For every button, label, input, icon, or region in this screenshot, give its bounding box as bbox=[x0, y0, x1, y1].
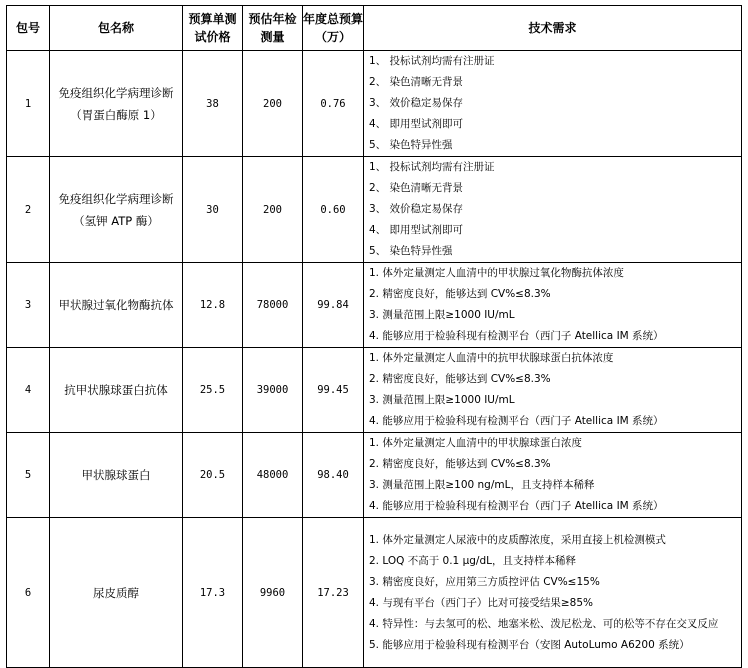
requirement-item: 2、 染色清晰无背景 bbox=[369, 182, 464, 194]
cell-pkg-no: 5 bbox=[7, 433, 50, 518]
cell-pkg-no: 2 bbox=[7, 157, 50, 263]
requirement-item: 1. 体外定量测定人血清中的甲状腺球蛋白浓度 bbox=[369, 437, 582, 449]
cell-unit-price: 38 bbox=[183, 51, 243, 157]
cell-annual-budget: 0.76 bbox=[303, 51, 364, 157]
table-row bbox=[7, 348, 742, 433]
requirement-item: 1、 投标试剂均需有注册证 bbox=[369, 161, 495, 173]
cell-pkg-no: 6 bbox=[7, 518, 50, 668]
requirement-item: 2、 染色清晰无背景 bbox=[369, 76, 464, 88]
procurement-table bbox=[6, 5, 742, 668]
cell-pkg-name: 甲状腺过氧化物酶抗体 bbox=[50, 263, 183, 348]
cell-est-volume: 48000 bbox=[243, 433, 303, 518]
cell-annual-budget: 0.60 bbox=[303, 157, 364, 263]
table-body bbox=[7, 51, 742, 668]
requirement-item: 4、 即用型试剂即可 bbox=[369, 118, 464, 130]
header-est-volume: 预估年检测量 bbox=[243, 6, 303, 51]
cell-pkg-no: 3 bbox=[7, 263, 50, 348]
requirement-item: 2. 精密度良好，能够达到 CV%≤8.3% bbox=[369, 288, 551, 300]
requirement-item: 5、 染色特异性强 bbox=[369, 139, 453, 151]
requirement-item: 4. 能够应用于检验科现有检测平台（西门子 Atellica IM 系统） bbox=[369, 415, 664, 427]
header-unit-price: 预算单测试价格 bbox=[183, 6, 243, 51]
cell-unit-price: 17.3 bbox=[183, 518, 243, 668]
cell-est-volume: 9960 bbox=[243, 518, 303, 668]
table-row bbox=[7, 433, 742, 518]
requirement-item: 3. 测量范围上限≥1000 IU/mL bbox=[369, 309, 515, 321]
cell-tech-req bbox=[364, 518, 742, 668]
cell-pkg-name: 甲状腺球蛋白 bbox=[50, 433, 183, 518]
table-row bbox=[7, 263, 742, 348]
table-row bbox=[7, 51, 742, 157]
requirement-item: 4. 与现有平台（西门子）比对可接受结果≥85% bbox=[369, 596, 593, 609]
requirement-item: 1. 体外定量测定人血清中的甲状腺过氧化物酶抗体浓度 bbox=[369, 267, 624, 279]
requirement-item: 3. 精密度良好，应用第三方质控评估 CV%≤15% bbox=[369, 575, 600, 588]
requirement-item: 3. 测量范围上限≥100 ng/mL，且支持样本稀释 bbox=[369, 479, 595, 491]
requirement-item: 3. 测量范围上限≥1000 IU/mL bbox=[369, 394, 515, 406]
cell-pkg-name: 免疫组织化学病理诊断（胃蛋白酶原 1） bbox=[50, 51, 183, 157]
cell-unit-price: 20.5 bbox=[183, 433, 243, 518]
cell-pkg-name: 尿皮质醇 bbox=[50, 518, 183, 668]
cell-tech-req bbox=[364, 348, 742, 433]
cell-tech-req bbox=[364, 157, 742, 263]
header-pkg-name: 包名称 bbox=[50, 6, 183, 51]
requirement-item: 2. 精密度良好，能够达到 CV%≤8.3% bbox=[369, 458, 551, 470]
requirement-item: 2. 精密度良好，能够达到 CV%≤8.3% bbox=[369, 373, 551, 385]
cell-tech-req bbox=[364, 433, 742, 518]
requirement-item: 1. 体外定量测定人尿液中的皮质醇浓度，采用直接上机检测模式 bbox=[369, 533, 666, 546]
header-row bbox=[7, 6, 742, 51]
requirement-item: 3、 效价稳定易保存 bbox=[369, 97, 464, 109]
header-pkg-no: 包号 bbox=[7, 6, 50, 51]
cell-tech-req bbox=[364, 51, 742, 157]
requirement-item: 1. 体外定量测定人血清中的抗甲状腺球蛋白抗体浓度 bbox=[369, 352, 614, 364]
requirement-item: 5、 染色特异性强 bbox=[369, 245, 453, 257]
cell-annual-budget: 99.84 bbox=[303, 263, 364, 348]
cell-unit-price: 25.5 bbox=[183, 348, 243, 433]
cell-unit-price: 12.8 bbox=[183, 263, 243, 348]
requirement-item: 3、 效价稳定易保存 bbox=[369, 203, 464, 215]
cell-annual-budget: 99.45 bbox=[303, 348, 364, 433]
cell-annual-budget: 98.40 bbox=[303, 433, 364, 518]
cell-est-volume: 200 bbox=[243, 51, 303, 157]
requirement-item: 4. 特异性：与去氢可的松、地塞米松、泼尼松龙、可的松等不存在交叉反应 bbox=[369, 617, 719, 630]
requirement-item: 1、 投标试剂均需有注册证 bbox=[369, 55, 495, 67]
cell-est-volume: 78000 bbox=[243, 263, 303, 348]
requirement-item: 5. 能够应用于检验科现有检测平台（安图 AutoLumo A6200 系统） bbox=[369, 638, 690, 651]
header-annual-budget: 年度总预算（万） bbox=[303, 6, 364, 51]
cell-tech-req bbox=[364, 263, 742, 348]
cell-annual-budget: 17.23 bbox=[303, 518, 364, 668]
cell-unit-price: 30 bbox=[183, 157, 243, 263]
table-row bbox=[7, 518, 742, 668]
cell-pkg-name: 抗甲状腺球蛋白抗体 bbox=[50, 348, 183, 433]
cell-est-volume: 39000 bbox=[243, 348, 303, 433]
requirement-item: 4. 能够应用于检验科现有检测平台（西门子 Atellica IM 系统） bbox=[369, 500, 664, 512]
header-tech-req: 技术需求 bbox=[364, 6, 742, 51]
cell-est-volume: 200 bbox=[243, 157, 303, 263]
requirement-item: 4、 即用型试剂即可 bbox=[369, 224, 464, 236]
cell-pkg-no: 4 bbox=[7, 348, 50, 433]
table-row bbox=[7, 157, 742, 263]
cell-pkg-name: 免疫组织化学病理诊断（氢钾 ATP 酶） bbox=[50, 157, 183, 263]
cell-pkg-no: 1 bbox=[7, 51, 50, 157]
requirement-item: 2. LOQ 不高于 0.1 μg/dL，且支持样本稀释 bbox=[369, 554, 576, 567]
procurement-table-container bbox=[6, 5, 742, 668]
requirement-item: 4. 能够应用于检验科现有检测平台（西门子 Atellica IM 系统） bbox=[369, 330, 664, 342]
